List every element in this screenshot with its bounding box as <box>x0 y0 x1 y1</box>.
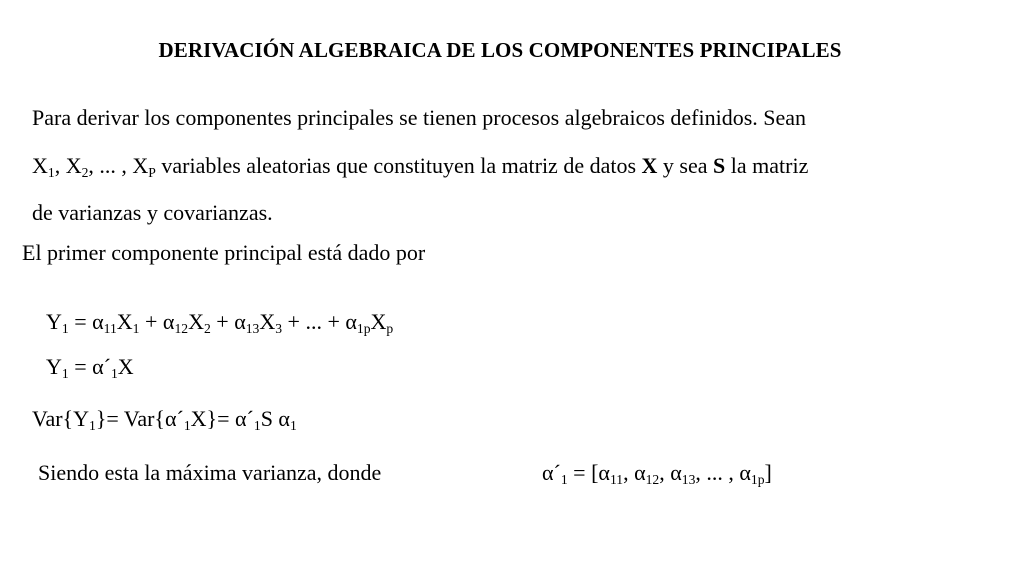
eq-sign: , <box>623 460 635 485</box>
eq-subscript: 1 <box>253 418 261 434</box>
eq-sign: = <box>68 354 93 379</box>
paragraph-line-1: Para derivar los componentes principales se tienen procesos algebraicos definidos. Sean <box>32 105 807 130</box>
eq-term: α <box>598 460 610 485</box>
x2: X <box>65 153 82 178</box>
eq-term: X <box>259 309 276 334</box>
eq-term: Y <box>46 354 62 379</box>
eq-subscript: 1 <box>132 321 140 337</box>
eq-subscript: 1 <box>89 418 96 434</box>
eq-subscript: 12 <box>174 321 189 337</box>
eq-subscript: 1p <box>750 472 765 488</box>
eq-subscript: 1 <box>61 366 69 382</box>
equation-y1-expanded <box>46 309 393 335</box>
bold-matrix-s: S <box>713 153 726 178</box>
eq-subscript: 11 <box>103 321 117 337</box>
eq-subscript: 1 <box>560 472 568 488</box>
eq-subscript: 12 <box>645 472 660 488</box>
eq-term: S α <box>260 406 290 431</box>
equation-alpha-vector <box>542 460 772 486</box>
eq-subscript: 11 <box>609 472 624 488</box>
eq-term: X <box>188 309 204 334</box>
eq-term: Y <box>46 309 62 334</box>
separator: , <box>54 153 66 178</box>
eq-subscript: p <box>386 321 394 337</box>
eq-subscript: 1 <box>183 418 191 434</box>
eq-term: α <box>162 309 175 334</box>
equation-variance <box>32 406 297 432</box>
eq-term: α <box>739 460 751 485</box>
xp-subscript: P <box>148 165 156 181</box>
eq-sign: = <box>68 309 93 334</box>
separator: , ... , <box>88 153 133 178</box>
eq-subscript: 1 <box>61 321 69 337</box>
eq-sign: , <box>659 460 671 485</box>
eq-term: α <box>634 460 646 485</box>
eq-term: α´ <box>92 354 111 379</box>
eq-subscript: 3 <box>275 321 283 337</box>
eq-term: α´ <box>542 460 561 485</box>
eq-sign: + <box>139 309 163 334</box>
eq-term: }= Var{α´ <box>95 406 184 431</box>
x1: X <box>32 153 48 178</box>
eq-term: α <box>234 309 246 334</box>
intro-sentence: El primer componente principal está dado por <box>22 240 426 265</box>
text-segment: la matriz <box>725 153 809 178</box>
max-variance-note: Siendo esta la máxima varianza, donde <box>38 460 382 485</box>
eq-term: α <box>92 309 104 334</box>
eq-subscript: 2 <box>203 321 211 337</box>
eq-sign: = [ <box>567 460 599 485</box>
paragraph-line-3: de varianzas y covarianzas. <box>32 200 273 225</box>
eq-subscript: 1p <box>356 321 371 337</box>
eq-term: X}= α´ <box>190 406 254 431</box>
eq-sign: + <box>210 309 235 334</box>
eq-term: α <box>670 460 682 485</box>
eq-sign: , ... , <box>695 460 740 485</box>
eq-subscript: 1 <box>110 366 118 382</box>
text-segment: y sea <box>657 153 714 178</box>
eq-term: X <box>116 309 133 334</box>
x1-subscript: 1 <box>47 165 55 181</box>
eq-subscript: 13 <box>681 472 696 488</box>
equation-y1-vector <box>46 354 134 380</box>
text-segment: variables aleatorias que constituyen la matriz de datos <box>155 153 642 178</box>
eq-subscript: 1 <box>289 418 297 434</box>
xp: X <box>132 153 149 178</box>
eq-term: X <box>117 354 134 379</box>
eq-subscript: 13 <box>245 321 260 337</box>
paragraph-line-2 <box>32 153 808 179</box>
slide-title: DERIVACIÓN ALGEBRAICA DE LOS COMPONENTES PRINCIPALES <box>158 38 842 62</box>
bold-matrix-x: X <box>641 153 658 178</box>
eq-sign: ] <box>764 460 772 485</box>
x2-subscript: 2 <box>81 165 89 181</box>
eq-sign: + ... + <box>282 309 346 334</box>
eq-term: Var{Y <box>32 406 89 431</box>
eq-term: α <box>345 309 357 334</box>
eq-term: X <box>370 309 387 334</box>
